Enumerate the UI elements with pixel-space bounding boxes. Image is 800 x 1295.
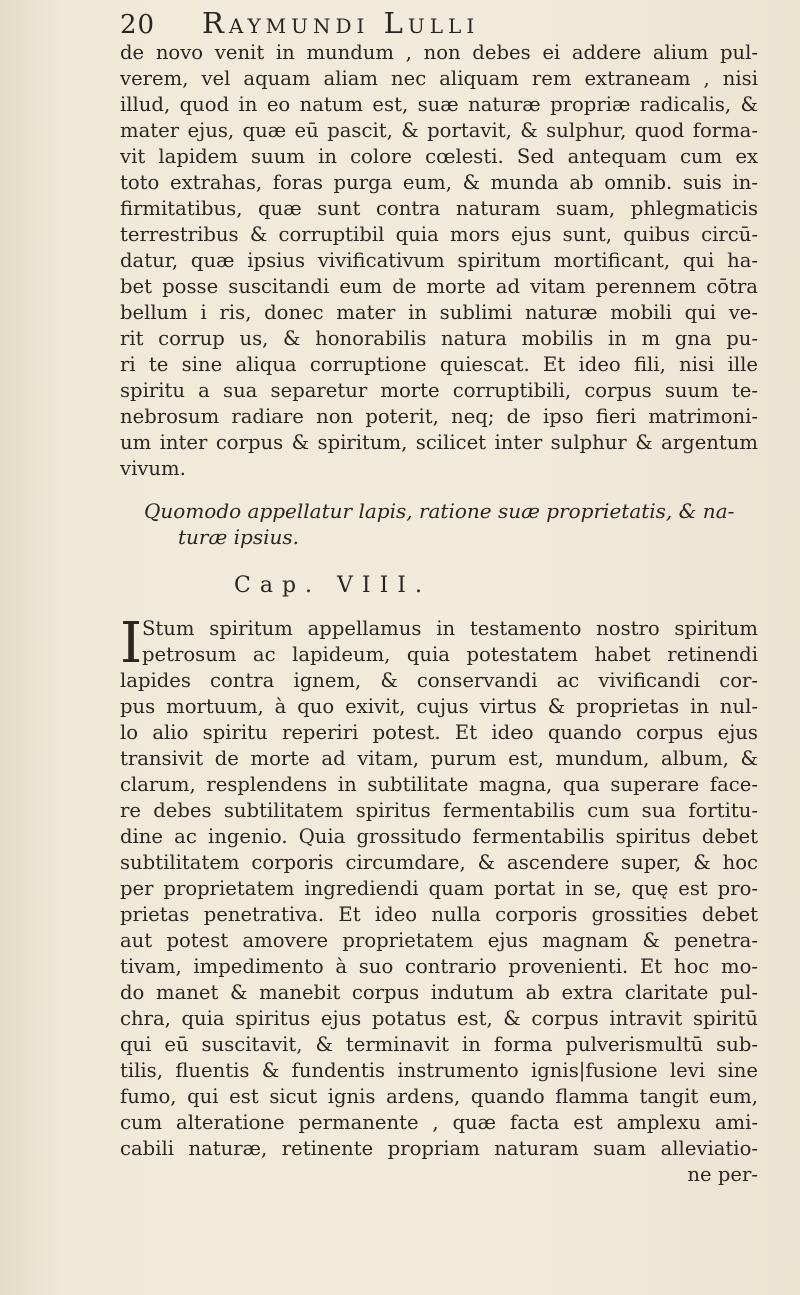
catchword-line <box>120 1162 758 1188</box>
text-line: fumo, qui est sicut ignis ardens, quando flamma tangit eum, <box>120 1085 758 1108</box>
text-line: transivit de morte ad vitam, purum est, mundum, album, & <box>120 747 758 770</box>
page-number: 20 <box>120 10 156 40</box>
text-line: cabili naturæ, retinente propriam naturam suam alleviatio- <box>120 1137 758 1160</box>
text-line: vit lapidem suum in colore cœlesti. Sed antequam cum ex <box>120 145 758 168</box>
text-line: aut potest amovere proprietatem ejus magnam & penetra- <box>120 929 758 952</box>
text-line: prietas penetrativa. Et ideo nulla corporis grossities debet <box>120 903 758 926</box>
text-line: bet posse suscitandi eum de morte ad vitam perennem cōtra <box>120 275 758 298</box>
text-line: tivam, impedimento à suo contrario provenienti. Et hoc mo- <box>120 955 758 978</box>
catchword: ne per- <box>687 1163 758 1186</box>
page-header <box>120 0 758 40</box>
text-line: bellum i ris, donec mater in sublimi naturæ mobili qui ve- <box>120 301 758 324</box>
text-line: petrosum ac lapideum, quia potestatem habet retinendi <box>142 643 758 666</box>
section-heading-line: Quomodo appellatur lapis, ratione suæ proprietatis, & na- <box>144 499 735 523</box>
section-heading-line: turæ ipsius. <box>178 525 299 549</box>
text-line: datur, quæ ipsius vivificativum spiritum mortificant, qui ha- <box>120 249 758 272</box>
text-line: re debes subtilitatem spiritus fermentabilis cum sua fortitu- <box>120 799 758 822</box>
paragraph-1 <box>120 40 758 482</box>
text-line: um inter corpus & spiritum, scilicet inter sulphur & argentum <box>120 431 758 454</box>
text-line: rit corrup us, & honorabilis natura mobilis in m gna pu- <box>120 327 758 350</box>
text-line: spiritu a sua separetur morte corruptibili, corpus suum te- <box>120 379 758 402</box>
text-line: lapides contra ignem, & conservandi ac vivificandi cor- <box>120 669 758 692</box>
drop-cap: I <box>120 611 143 676</box>
text-line: chra, quia spiritus ejus potatus est, & corpus intravit spiritū <box>120 1007 758 1030</box>
text-line: subtilitatem corporis circumdare, & ascendere super, & hoc <box>120 851 758 874</box>
text-line: lo alio spiritu reperiri potest. Et ideo quando corpus ejus <box>120 721 758 744</box>
text-line: per proprietatem ingrediendi quam portat in se, quę est pro- <box>120 877 758 900</box>
text-line-last: vivum. <box>120 457 186 480</box>
text-line: Stum spiritum appellamus in testamento nostro spiritum <box>142 617 758 640</box>
paragraph-2 <box>120 611 758 1162</box>
text-line: ri te sine aliqua corruptione quiescat. Et ideo fili, nisi ille <box>120 353 758 376</box>
text-line: pus mortuum, à quo exivit, cujus virtus & proprietas in nul- <box>120 695 758 718</box>
text-line: firmitatibus, quæ sunt contra naturam suam, phlegmaticis <box>120 197 758 220</box>
text-line: mater ejus, quæ eū pascit, & portavit, & sulphur, quod forma- <box>120 119 758 142</box>
text-line: toto extrahas, foras purga eum, & munda ab omnib. suis in- <box>120 171 758 194</box>
text-line: do manet & manebit corpus indutum ab extra claritate pul- <box>120 981 758 1004</box>
running-title: Raymundi Lulli <box>202 6 480 40</box>
text-line: clarum, resplendens in subtilitate magna, qua superare face- <box>120 773 758 796</box>
text-line: qui eū suscitavit, & terminavit in forma pulverismultū sub- <box>120 1033 758 1056</box>
text-line: nebrosum radiare non poterit, neq; de ipso fieri matrimoni- <box>120 405 758 428</box>
text-line: tilis, fluentis & fundentis instrumento ignis|fusione levi sine <box>120 1059 758 1082</box>
text-line: cum alteratione permanente , quæ facta est amplexu ami- <box>120 1111 758 1134</box>
text-line: de novo venit in mundum , non debes ei addere alium pul- <box>120 41 758 64</box>
chapter-label: Cap. VIII. <box>234 573 431 598</box>
text-line: dine ac ingenio. Quia grossitudo fermentabilis spiritus debet <box>120 825 758 848</box>
text-line: terrestribus & corruptibil quia mors ejus sunt, quibus circū- <box>120 223 758 246</box>
text-line: verem, vel aquam aliam nec aliquam rem extraneam , nisi <box>120 67 758 90</box>
section-heading <box>120 498 758 550</box>
text-line: illud, quod in eo natum est, suæ naturæ propriæ radicalis, & <box>120 93 758 116</box>
